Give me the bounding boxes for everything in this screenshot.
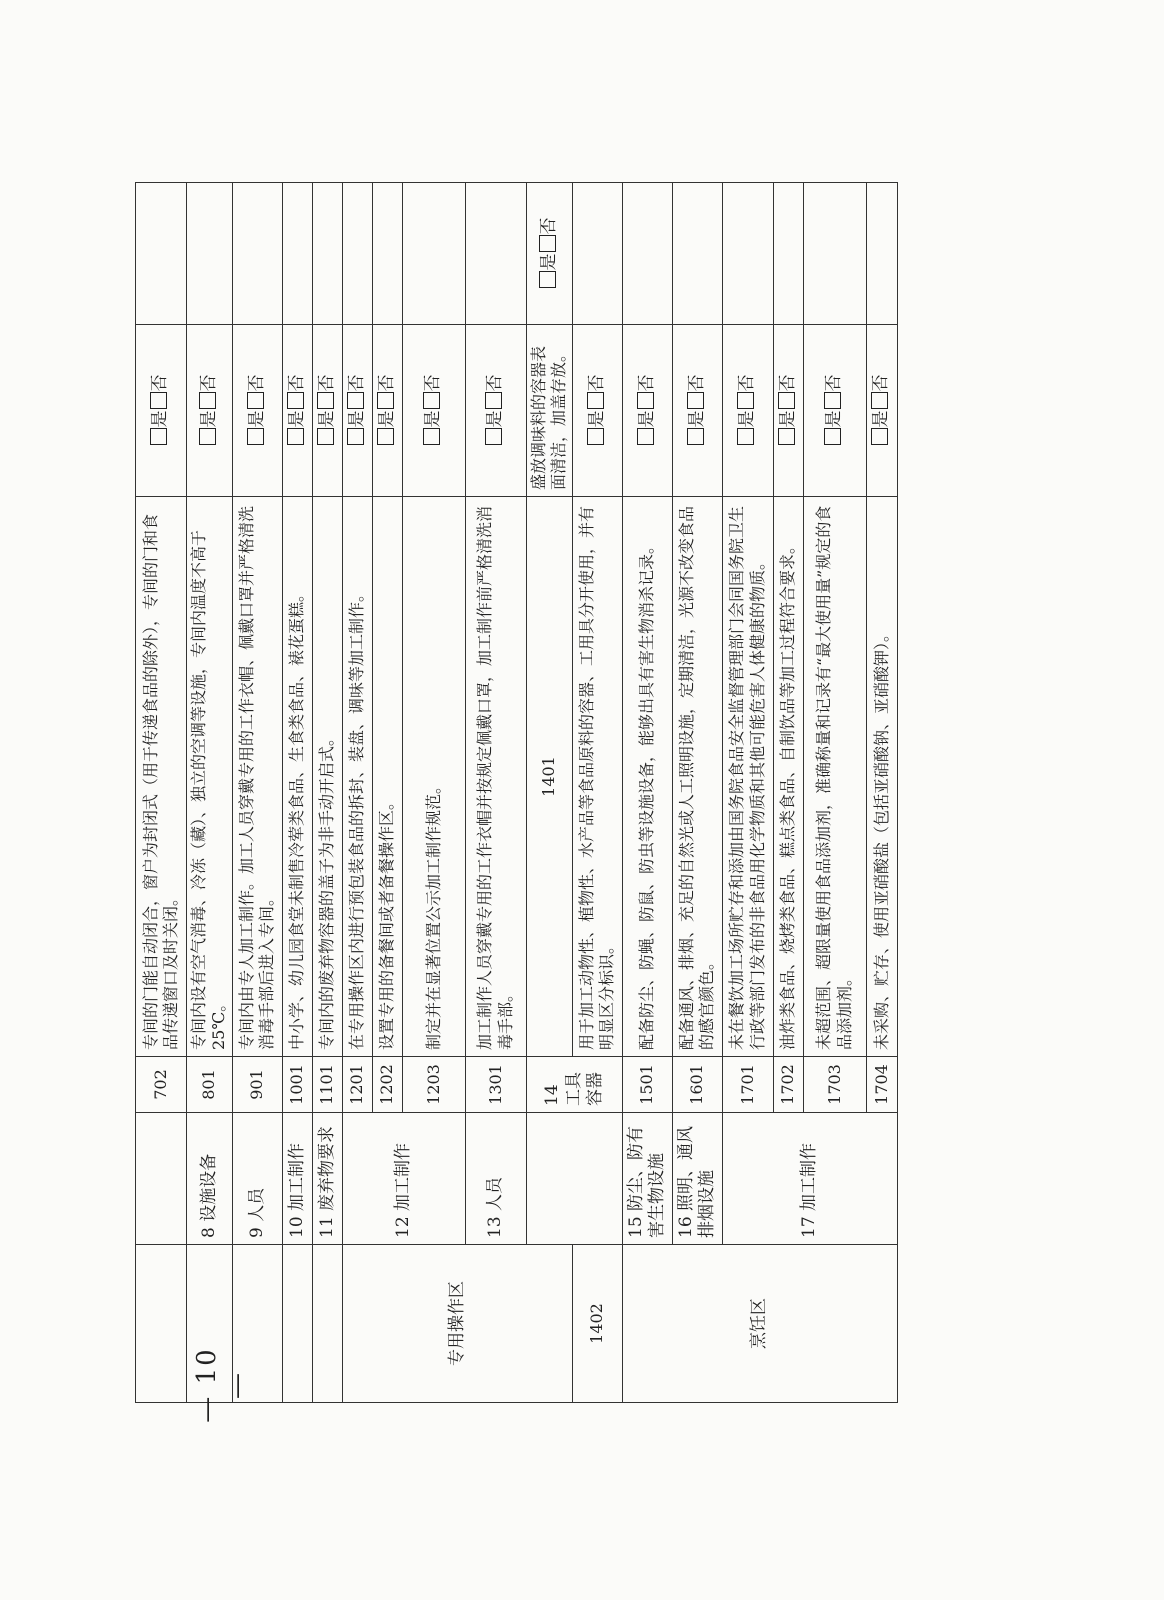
item-content: 专间内设有空气消毒、冷冻（藏）、独立的空调等设施，专间内温度不高于 25℃。	[187, 497, 233, 1057]
item-cell: 12 加工制作	[342, 1113, 465, 1245]
region-special-area: 专用操作区	[342, 1245, 572, 1403]
remarks-cell[interactable]	[342, 183, 372, 325]
yes-no-options[interactable]	[465, 325, 526, 497]
region-cell	[282, 1245, 312, 1403]
no-checkbox[interactable]	[587, 393, 604, 410]
yes-no-options[interactable]	[342, 325, 372, 497]
yes-checkbox[interactable]	[539, 272, 556, 289]
no-checkbox[interactable]	[150, 393, 167, 410]
item-code: 1601	[672, 1057, 722, 1113]
yes-no-options[interactable]	[572, 325, 622, 497]
remarks-cell[interactable]	[465, 183, 526, 325]
yes-label: 是	[423, 410, 444, 428]
yes-checkbox[interactable]	[150, 429, 167, 446]
item-cell: 17 加工制作	[722, 1113, 897, 1245]
yes-no-options[interactable]	[232, 325, 282, 497]
no-checkbox[interactable]	[687, 393, 704, 410]
item-cell: 16 照明、通风排烟设施	[672, 1113, 722, 1245]
yes-label: 是	[737, 410, 757, 428]
item-cell: 9 人员	[232, 1113, 282, 1245]
remarks-cell[interactable]	[803, 183, 866, 325]
no-checkbox[interactable]	[824, 393, 841, 410]
remarks-cell[interactable]	[232, 183, 282, 325]
yes-label: 是	[586, 410, 607, 428]
no-checkbox[interactable]	[737, 393, 754, 410]
yes-label: 是	[150, 410, 171, 428]
yes-no-options[interactable]	[312, 325, 342, 497]
item-cell: 14 工具容器	[526, 1057, 622, 1113]
yes-label: 是	[871, 410, 891, 428]
yes-checkbox[interactable]	[423, 429, 440, 446]
yes-label: 是	[538, 253, 559, 271]
yes-label: 是	[485, 410, 506, 428]
no-checkbox[interactable]	[485, 393, 502, 410]
region-cell	[136, 1245, 187, 1403]
yes-checkbox[interactable]	[287, 429, 304, 446]
yes-label: 是	[686, 410, 707, 428]
item-cell: 11 废弃物要求	[312, 1113, 342, 1245]
yes-checkbox[interactable]	[199, 429, 216, 446]
yes-checkbox[interactable]	[347, 429, 364, 446]
item-code: 1301	[465, 1057, 526, 1113]
yes-no-options[interactable]	[803, 325, 866, 497]
page-number	[192, 1295, 252, 1435]
item-code: 801	[187, 1057, 233, 1113]
yes-checkbox[interactable]	[317, 429, 334, 446]
no-checkbox[interactable]	[287, 393, 304, 410]
item-content: 专间内由专人加工制作。加工人员穿戴专用的工作衣帽、佩戴口罩并严格清洗消毒手部后进入专间。	[232, 497, 282, 1057]
item-content: 配备防尘、防蝇、防鼠、防虫等设施设备，能够出具有害生物消杀记录。	[622, 497, 672, 1057]
item-content: 在专用操作区内进行预包装食品的拆封、装盘、调味等加工制作。	[342, 497, 372, 1057]
checklist-body	[136, 183, 898, 1403]
yes-no-options[interactable]	[136, 325, 187, 497]
yes-no-options[interactable]	[622, 325, 672, 497]
item-content: 配备通风、排烟、充足的自然光或人工照明设施，定期清洁，光源不改变食品的感官颜色。	[672, 497, 722, 1057]
no-label: 否	[485, 374, 506, 392]
item-code: 1001	[282, 1057, 312, 1113]
remarks-cell[interactable]	[282, 183, 312, 325]
item-content: 制定并在显著位置公示加工制作规范。	[402, 497, 465, 1057]
no-label: 否	[286, 374, 307, 392]
table-row	[465, 183, 526, 1403]
item-code: 1702	[773, 1057, 803, 1113]
region-cell	[526, 1113, 622, 1245]
no-label: 否	[316, 374, 337, 392]
yes-label: 是	[198, 410, 219, 428]
yes-label: 是	[376, 410, 397, 428]
table-row	[722, 183, 773, 1403]
item-code: 1704	[866, 1057, 897, 1113]
yes-no-options[interactable]	[866, 325, 897, 497]
no-label: 否	[586, 374, 607, 392]
no-label: 否	[150, 374, 171, 392]
item-cell	[136, 1113, 187, 1245]
table-row	[187, 183, 233, 1403]
item-content: 油炸类食品、烧烤类食品、糕点类食品、自制饮品等加工过程符合要求。	[773, 497, 803, 1057]
item-code: 1703	[803, 1057, 866, 1113]
yes-no-options[interactable]	[187, 325, 233, 497]
yes-no-options[interactable]	[282, 325, 312, 497]
yes-label: 是	[636, 410, 657, 428]
item-code: 1203	[402, 1057, 465, 1113]
item-code: 1402	[572, 1245, 622, 1403]
no-label: 否	[636, 374, 657, 392]
yes-label: 是	[316, 410, 337, 428]
yes-checkbox[interactable]	[587, 429, 604, 446]
item-content: 未超范围、超限量使用食品添加剂，准确称量和记录有“最大使用量”规定的食品添加剂。	[803, 497, 866, 1057]
no-checkbox[interactable]	[247, 393, 264, 410]
no-checkbox[interactable]	[778, 393, 795, 410]
item-code: 901	[232, 1057, 282, 1113]
inspection-checklist-table	[135, 182, 898, 1403]
no-label: 否	[423, 374, 444, 392]
item-cell: 13 人员	[465, 1113, 526, 1245]
item-code: 1202	[372, 1057, 402, 1113]
item-content: 盛放调味料的容器表面清洁，加盖存放。	[526, 325, 572, 497]
remarks-cell[interactable]	[402, 183, 465, 325]
item-content: 未采购、贮存、使用亚硝酸盐（包括亚硝酸钠、亚硝酸钾）。	[866, 497, 897, 1057]
no-checkbox[interactable]	[377, 393, 394, 410]
remarks-cell[interactable]	[187, 183, 233, 325]
no-label: 否	[246, 374, 267, 392]
remarks-cell[interactable]	[136, 183, 187, 325]
no-checkbox[interactable]	[637, 393, 654, 410]
item-content: 设置专用的备餐间或者备餐操作区。	[372, 497, 402, 1057]
yes-checkbox[interactable]	[778, 429, 795, 446]
remarks-cell[interactable]	[312, 183, 342, 325]
item-content: 专间的门能自动闭合，窗户为封闭式（用于传递食品的除外），专间的门和食品传递窗口及时关闭。	[136, 497, 187, 1057]
no-label: 否	[346, 374, 367, 392]
yes-no-options[interactable]	[672, 325, 722, 497]
no-label: 否	[686, 374, 707, 392]
table-row	[526, 183, 572, 1403]
no-checkbox[interactable]	[871, 393, 888, 410]
table-row	[342, 183, 372, 1403]
no-label: 否	[824, 374, 844, 392]
yes-checkbox[interactable]	[824, 429, 841, 446]
remarks-cell[interactable]	[773, 183, 803, 325]
yes-label: 是	[246, 410, 267, 428]
remarks-cell[interactable]	[622, 183, 672, 325]
item-code: 1701	[722, 1057, 773, 1113]
item-cell: 8 设施设备	[187, 1113, 233, 1245]
region-cell	[312, 1245, 342, 1403]
yes-checkbox[interactable]	[871, 429, 888, 446]
no-checkbox[interactable]	[539, 236, 556, 253]
no-checkbox[interactable]	[423, 393, 440, 410]
no-checkbox[interactable]	[347, 393, 364, 410]
item-cell: 10 加工制作	[282, 1113, 312, 1245]
remarks-cell[interactable]	[572, 183, 622, 325]
no-label: 否	[777, 374, 798, 392]
yes-no-options[interactable]	[402, 325, 465, 497]
no-label: 否	[538, 217, 559, 235]
item-code: 1501	[622, 1057, 672, 1113]
yes-checkbox[interactable]	[247, 429, 264, 446]
item-content: 用于加工动物性、植物性、水产品等食品原料的容器、工用具分开使用，并有明显区分标识。	[572, 497, 622, 1057]
page-number-text: — 10 —	[192, 1347, 252, 1423]
yes-no-options[interactable]	[773, 325, 803, 497]
table-row	[136, 183, 187, 1403]
no-label: 否	[737, 374, 757, 392]
remarks-cell[interactable]	[866, 183, 897, 325]
yes-no-options[interactable]	[372, 325, 402, 497]
checklist-table-rotated	[135, 183, 891, 1403]
remarks-cell[interactable]	[722, 183, 773, 325]
region-cooking-area: 烹饪区	[622, 1245, 897, 1403]
table-row	[312, 183, 342, 1403]
remarks-cell[interactable]	[672, 183, 722, 325]
table-row	[672, 183, 722, 1403]
item-content: 加工制作人员穿戴专用的工作衣帽并按规定佩戴口罩，加工制作前严格清洗消毒手部。	[465, 497, 526, 1057]
item-code: 1201	[342, 1057, 372, 1113]
no-checkbox[interactable]	[199, 393, 216, 410]
yes-label: 是	[824, 410, 844, 428]
table-row	[232, 183, 282, 1403]
yes-label: 是	[286, 410, 307, 428]
yes-checkbox[interactable]	[637, 429, 654, 446]
item-content: 专间内的废弃物容器的盖子为非手动开启式。	[312, 497, 342, 1057]
no-checkbox[interactable]	[317, 393, 334, 410]
yes-no-options[interactable]	[526, 183, 572, 325]
yes-checkbox[interactable]	[687, 429, 704, 446]
item-content: 未在餐饮加工场所贮存和添加由国务院食品安全监督管理部门会同国务院卫生行政等部门发布的非食品用化学物质和其他可能危害人体健康的物质。	[722, 497, 773, 1057]
item-code: 1401	[526, 497, 572, 1057]
yes-checkbox[interactable]	[737, 429, 754, 446]
yes-checkbox[interactable]	[485, 429, 502, 446]
item-content: 中小学、幼儿园食堂未制售冷荤类食品、生食类食品、裱花蛋糕。	[282, 497, 312, 1057]
no-label: 否	[871, 374, 891, 392]
yes-checkbox[interactable]	[377, 429, 394, 446]
remarks-cell[interactable]	[372, 183, 402, 325]
no-label: 否	[376, 374, 397, 392]
item-cell: 15 防尘、防有害生物设施	[622, 1113, 672, 1245]
yes-label: 是	[346, 410, 367, 428]
yes-no-options[interactable]	[722, 325, 773, 497]
yes-label: 是	[777, 410, 798, 428]
item-code: 702	[136, 1057, 187, 1113]
item-code: 1101	[312, 1057, 342, 1113]
no-label: 否	[198, 374, 219, 392]
table-row	[622, 183, 672, 1403]
table-row	[282, 183, 312, 1403]
